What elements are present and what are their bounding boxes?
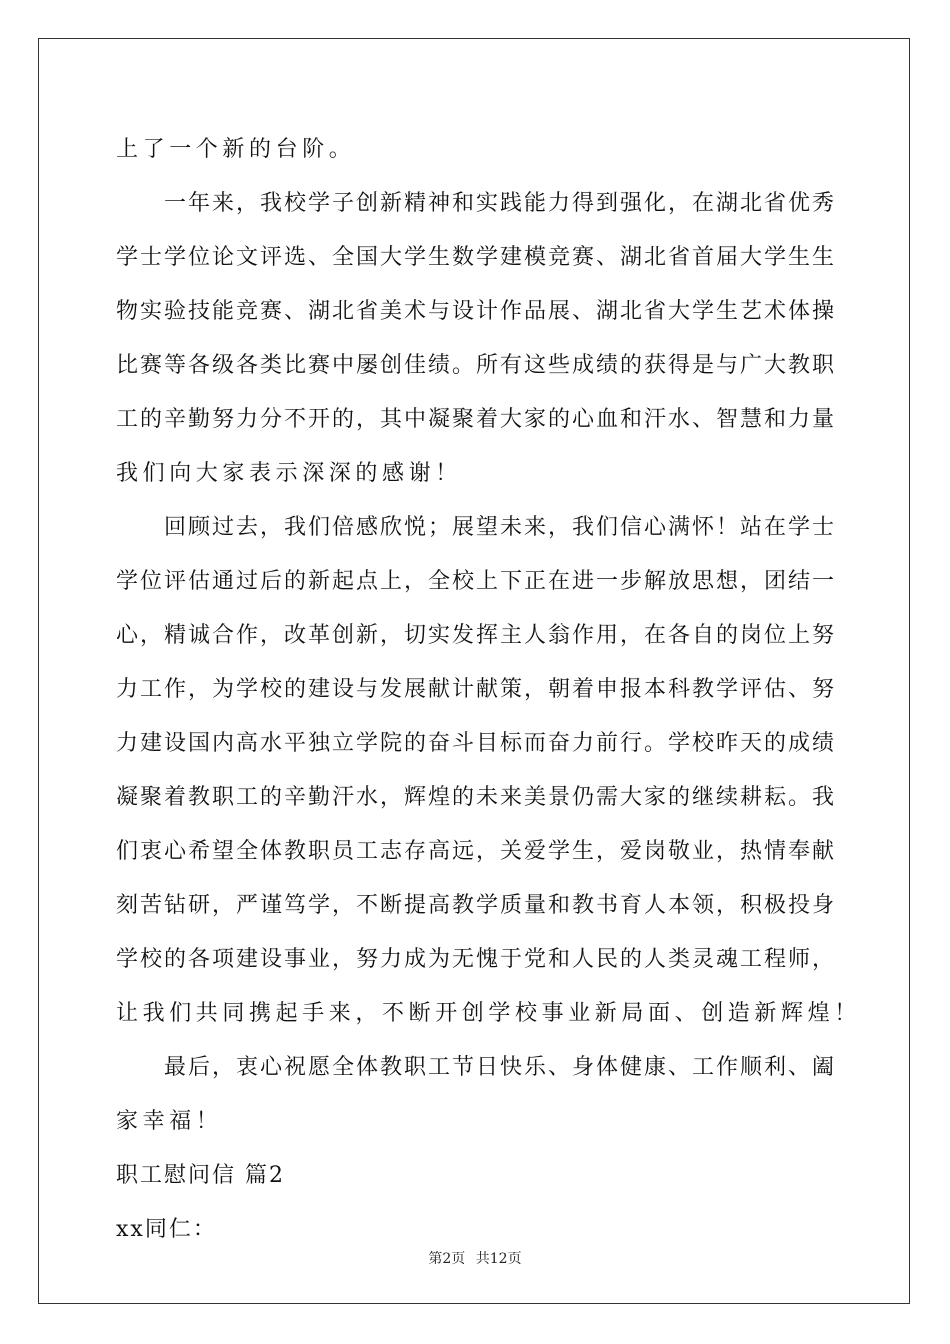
text-line: 最后，衷心祝愿全体教职工节日快乐、身体健康、工作顺利、阖 xyxy=(164,1055,837,1080)
text-line: 回顾过去，我们倍感欣悦；展望未来，我们信心满怀！站在学士 xyxy=(164,515,837,540)
text-line: 让我们共同携起手来，不断开创学校事业新局面、创造新辉煌！ xyxy=(116,1001,861,1026)
text-line: 比赛等各级各类比赛中屡创佳绩。所有这些成绩的获得是与广大教职 xyxy=(116,353,837,378)
page-footer xyxy=(0,1248,950,1268)
page-total: 共12页 xyxy=(475,1251,522,1267)
text-line: 工的辛勤努力分不开的，其中凝聚着大家的心血和汗水、智慧和力量 xyxy=(116,407,837,432)
text-line: 刻苦钻研，严谨笃学，不断提高教学质量和教书育人本领，积极投身 xyxy=(116,893,837,918)
text-line: 力工作，为学校的建设与发展献计献策，朝着申报本科教学评估、努 xyxy=(116,677,837,702)
text-line: 们衷心希望全体教职员工志存高远，关爱学生，爱岗敬业，热情奉献 xyxy=(116,839,837,864)
text-line: 心，精诚合作，改革创新，切实发挥主人翁作用，在各自的岗位上努 xyxy=(116,623,837,648)
text-line: 学位评估通过后的新起点上，全校上下正在进一步解放思想，团结一 xyxy=(116,569,837,594)
section-heading: 职工慰问信 篇2 xyxy=(116,1163,285,1188)
section-heading: xx同仁： xyxy=(116,1217,217,1242)
text-line: 我们向大家表示深深的感谢！ xyxy=(116,461,462,486)
text-line: 一年来，我校学子创新精神和实践能力得到强化，在湖北省优秀 xyxy=(164,191,837,216)
text-line: 物实验技能竞赛、湖北省美术与设计作品展、湖北省大学生艺术体操 xyxy=(116,299,837,324)
text-line: 学士学位论文评选、全国大学生数学建模竞赛、湖北省首届大学生生 xyxy=(116,245,837,270)
text-line: 上了一个新的台阶。 xyxy=(116,137,356,162)
text-line: 凝聚着教职工的辛勤汗水，辉煌的未来美景仍需大家的继续耕耘。我 xyxy=(116,785,837,810)
page-number: 第2页 xyxy=(428,1251,466,1267)
text-line: 学校的各项建设事业，努力成为无愧于党和人民的人类灵魂工程师， xyxy=(116,947,837,972)
text-line: 力建设国内高水平独立学院的奋斗目标而奋力前行。学校昨天的成绩 xyxy=(116,731,837,756)
document-body xyxy=(116,128,861,1262)
text-line: 家幸福！ xyxy=(116,1109,223,1134)
